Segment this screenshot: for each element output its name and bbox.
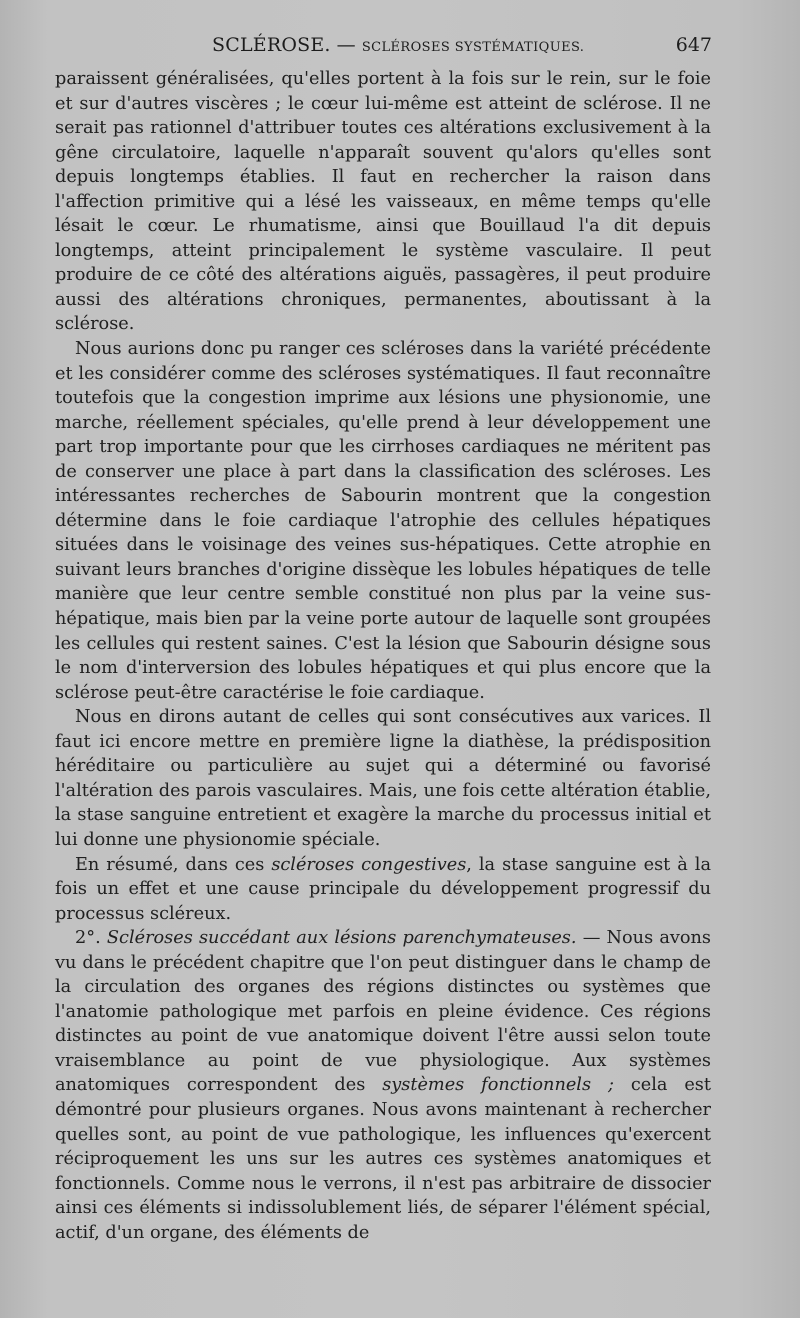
paragraph-varices: [55, 705, 711, 852]
paragraph-1-text: paraissent généralisées, qu'elles portent à la fois sur le rein, sur le foie et sur d'autres viscères ; le cœur lui-même est atteint de sclérose. Il ne serait pas rationnel d'attribuer toutes ces altérations exclusivement à la gêne circulatoire, laquelle n'apparaît souvent qu'alors qu'elles sont depuis longtemps établies. Il faut en rechercher la raison dans l'affection primitive qui a lésé les vaisseaux, en même temps qu'elle lésait le cœur. Le rhumatisme, ainsi que Bouillaud l'a dit depuis longtemps, atteint principalement le système vasculaire. Il peut produire de ce côté des altérations aiguës, passagères, il peut produire aussi des altérations chroniques, permanentes, aboutissant à la sclérose.: [55, 69, 711, 335]
header-dash: —: [336, 34, 356, 56]
paragraph-4-italic: scléroses congestives: [271, 854, 467, 875]
paragraph-5-after: cela est démontré pour plusieurs organes. Nous avons maintenant à rechercher quelles sont, au point de vue pathologique, les influences qu'exercent réciproquement les uns sur les autres ces systèmes anatomiques et fonctionnels. Comme nous le verrons, il n'est pas arbitraire de dissocier ainsi ces éléments si indissolublement liés, de séparer l'élément spécial, actif, d'un organe, des éléments de: [55, 1075, 711, 1243]
paragraph-5-text: — Nous avons vu dans le précédent chapitre que l'on peut distinguer dans le champ de la circulation des organes des régions distinctes ou systèmes que l'anatomie pathologique met parfois en pleine évidence. Ces régions distinctes au point de vue anatomique doivent l'être aussi selon toute vraisemblance au point de vue physiologique. Aux systèmes anatomiques correspondent des: [55, 928, 711, 1096]
paragraph-section-2: [55, 926, 711, 1245]
body-text: [55, 67, 711, 1245]
paragraph-summary: [55, 853, 711, 927]
section-number: 2°.: [75, 928, 101, 949]
paragraph-4-after: , la stase sanguine est à la fois un effet et une cause principale du développement progressif du processus scléreux.: [55, 854, 711, 924]
paragraph-3-text: Nous en dirons autant de celles qui sont consécutives aux varices. Il faut ici encore mettre en première ligne la diathèse, la prédisposition héréditaire ou particulière au sujet qui a déterminé ou favorisé l'altération des parois vasculaires. Mais, une fois cette altération établie, la stase sanguine entretient et exagère la marche du processus initial et lui donne une physionomie spéciale.: [55, 707, 711, 850]
paragraph-5-italic: systèmes fonctionnels ;: [382, 1075, 614, 1096]
section-title-header: SCLÉROSES SYSTÉMATIQUES.: [361, 40, 585, 55]
running-title: SCLÉROSE.: [212, 34, 331, 56]
section-heading: Scléroses succédant aux lésions parenchymateuses.: [106, 928, 577, 949]
paragraph-congestion: [55, 337, 711, 705]
running-head: [212, 34, 584, 56]
paragraph-4-before: En résumé, dans ces: [75, 854, 272, 875]
paragraph-continuation: [55, 67, 711, 337]
page-number: 647: [675, 34, 712, 56]
page-header: [52, 32, 712, 62]
paragraph-2-text: Nous aurions donc pu ranger ces scléroses dans la variété précédente et les considérer comme des scléroses systématiques. Il faut reconnaître toutefois que la congestion imprime aux lésions une physionomie, une marche, réellement spéciales, qu'elle prend à leur développement une part trop importante pour que les cirrhoses cardiaques ne méritent pas de conserver une place à part dans la classification des scléroses. Les intéressantes recherches de Sabourin montrent que la congestion détermine dans le foie cardiaque l'atrophie des cellules hépatiques situées dans le voisinage des veines sus-hépatiques. Cette atrophie en suivant leurs branches d'origine dissèque les lobules hépatiques de telle manière que leur centre semble constitué non plus par la veine sus-hépatique, mais bien par la veine porte autour de laquelle sont groupées les cellules qui restent saines. C'est la lésion que Sabourin désigne sous le nom d'interversion des lobules hépatiques et qui plus encore que la sclérose peut-être caractérise le foie cardiaque.: [55, 339, 711, 703]
